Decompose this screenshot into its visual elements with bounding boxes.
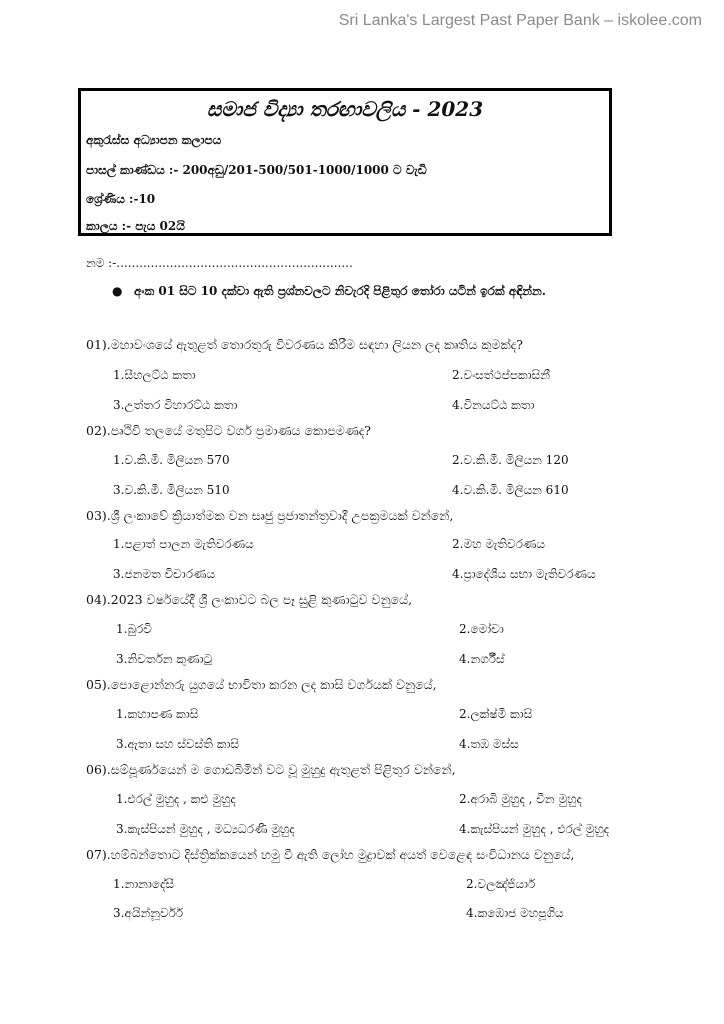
option: 3.උත්තර විහාරට්ඨ කතා <box>113 398 238 412</box>
question: 05).පොළොන්නරු යුගයේ භාවිතා කරන ලද කාසි වර්ගයක් වනුයේ, <box>86 677 437 692</box>
option: 2.ලක්ෂ්මී කාසි <box>459 707 533 721</box>
option: 2.වංසත්ථප්පකාසිනී <box>452 368 550 382</box>
option: 3.ජනමත විචාරණය <box>113 567 216 581</box>
option: 4.නර්ගීස් <box>459 652 505 666</box>
option: 3.නිවර්තන කුණාටු <box>116 652 213 666</box>
option: 2.ව.කි.මී. මිලියන 120 <box>452 453 569 467</box>
option: 1.බුරවි <box>116 622 152 636</box>
option: 4.විනයට්ඨ කතා <box>452 398 535 412</box>
paper-title: සමාජ විද්‍යා තරඟාවලිය - 2023 <box>206 97 484 121</box>
option: 2.වලඤ්ජියාර් <box>466 877 536 891</box>
time-label: කාලය :- පැය 02යි <box>86 219 185 233</box>
watermark: Sri Lanka's Largest Past Paper Bank – iskolee.com <box>338 12 702 29</box>
name-line: නම :-.............................................................. <box>86 256 353 270</box>
option: 2.මෝචා <box>459 622 504 636</box>
option: 1.නානාදේසී <box>113 877 174 891</box>
option: 1.සීහලට්ඨ කතා <box>113 368 196 382</box>
option: 3.කැස්පියන් මුහුද , මධ්‍යධරණී මුහුද <box>116 822 295 836</box>
school-category-label: පාසල් කාණ්ඩය :- 200අඩු/201-500/501-1000/1000 ට වැඩි <box>86 163 427 177</box>
option: 4.තඹ මස්ස <box>459 737 519 751</box>
question: 01).මහාවංශයේ ඇතුළත් තොරතුරු විවරණය කිරීම සඳහා ලියන ලද කෘතිය කුමක්ද? <box>86 337 523 352</box>
question: 06).සම්පූර්ණයෙන් ම ගොඩබිමින් වට වූ මුහුදු ඇතුළත් පිළිතුර වන්නේ, <box>86 762 456 777</box>
option: 3.ඇතා සහ ස්වස්ති කාසි <box>116 737 240 751</box>
instruction-text: අංක 01 සිට 10 දක්වා ඇති ප්‍රශ්නවලට නිවැරදි පිළිතුර තෝරා යටින් ඉරක් අඳින්න. <box>134 284 546 298</box>
option: 3.අයින්නූර්වර් <box>113 906 184 920</box>
question: 02).පෘථිවි තලයේ මතුපිට වර්ග ප්‍රමාණය කොපමණද? <box>86 423 372 438</box>
option: 1.එරල් මුහුද , කළු මුහුද <box>116 792 236 806</box>
question: 03).ශ්‍රී ලංකාවේ ක්‍රියාත්මක වන සෘජු ප්‍රජාතන්ත්‍රවාදී උපක්‍රමයක් වන්නේ, <box>86 508 454 523</box>
grade-label: ශ්‍රේණිය :-10 <box>86 192 156 206</box>
header-box <box>78 88 612 236</box>
bullet-icon: ● <box>112 284 123 298</box>
instruction <box>112 284 546 299</box>
option: 1.පළාත් පාලන මැතිවරණය <box>113 537 254 551</box>
option: 4.ව.කි.මී. මිලියන 610 <box>452 483 569 497</box>
option: 4.ප්‍රාදේශීය සභා මැතිවරණය <box>452 567 596 581</box>
question: 07).හම්බන්තොට දිස්ත්‍රික්කයෙන් හමු වී ඇති ලෝහ මුද්‍රාවක් අයත් වෙළෙඳ සංවිධානය වනුයේ, <box>86 847 575 862</box>
option: 3.ව.කි.මී. මිලියන 510 <box>113 483 230 497</box>
option: 1.කහාපණ කාසි <box>116 707 199 721</box>
option: 4.කඹොජ මහපූගිය <box>466 906 564 920</box>
question: 04).2023 වර්ෂයේදී ශ්‍රී ලංකාවට බල පෑ සුළි කුණාටුව වනුයේ, <box>86 592 413 607</box>
option: 2.මහ මැතිවරණය <box>452 537 546 551</box>
zone-label: අකුරැස්ස අධ්‍යාපන කලාපය <box>86 133 222 147</box>
option: 1.ව.කි.මී. මිලියන 570 <box>113 453 230 467</box>
option: 2.අරාබි මුහුද , චීන මුහුද <box>459 792 582 806</box>
option: 4.කැස්පියන් මුහුද , එරල් මුහුද <box>459 822 610 836</box>
